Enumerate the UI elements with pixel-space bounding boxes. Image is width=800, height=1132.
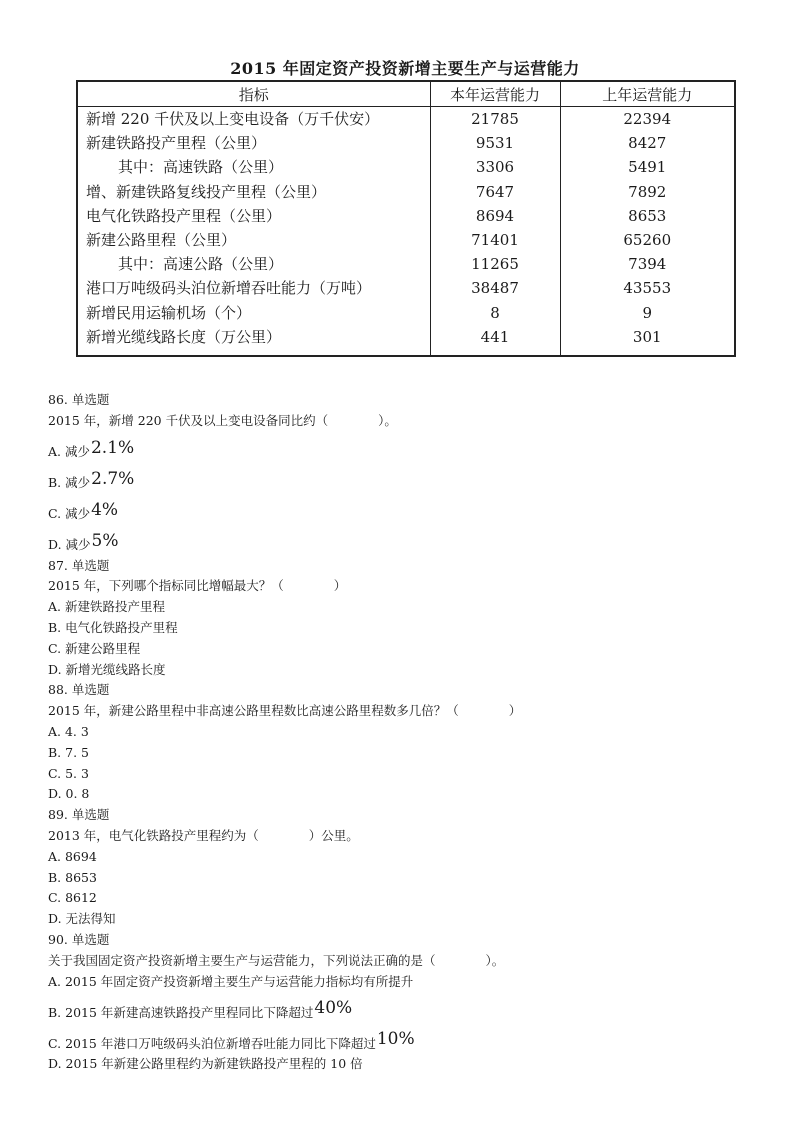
row-current-value: 8694 — [430, 204, 560, 228]
question-block — [48, 680, 768, 805]
row-previous-value: 8427 — [628, 134, 667, 153]
answer-option[interactable] — [48, 784, 768, 805]
table-row — [77, 180, 735, 204]
row-previous-value: 9 — [642, 303, 653, 322]
row-label: 其中：高速公路（公里） — [77, 252, 430, 276]
row-current-value: 8 — [430, 301, 560, 325]
data-table — [76, 80, 736, 357]
answer-option[interactable] — [48, 847, 768, 868]
table-row — [77, 228, 735, 252]
option-text: B. 7. 5 — [48, 744, 89, 760]
row-label: 新增民用运输机场（个） — [77, 301, 430, 325]
answer-option[interactable] — [48, 743, 768, 764]
row-label: 增、新建铁路复线投产里程（公里） — [77, 180, 430, 204]
answer-option[interactable] — [48, 888, 768, 909]
row-label: 电气化铁路投产里程（公里） — [77, 204, 430, 228]
option-math-value: 2.7% — [91, 468, 135, 489]
option-text: D. 新增光缆线路长度 — [48, 661, 166, 677]
option-text: B. 8653 — [48, 869, 97, 885]
question-block — [48, 556, 768, 681]
answer-option[interactable] — [48, 463, 768, 494]
answer-option[interactable] — [48, 972, 768, 993]
answer-option[interactable] — [48, 992, 768, 1023]
row-label: 其中：高速铁路（公里） — [77, 155, 430, 179]
question-block — [48, 805, 768, 930]
table-header-row — [77, 81, 735, 107]
question-block — [48, 930, 768, 1075]
option-text: C. 8612 — [48, 890, 97, 906]
row-label: 新增光缆线路长度（万公里） — [77, 325, 430, 356]
option-text: C. 减少 — [48, 505, 91, 521]
answer-option[interactable] — [48, 660, 768, 681]
option-text: C. 新建公路里程 — [48, 640, 141, 656]
row-current-value: 3306 — [430, 155, 560, 179]
row-previous-value: 43553 — [623, 279, 672, 298]
column-header-current: 本年运营能力 — [430, 81, 560, 107]
row-previous-value: 301 — [632, 327, 662, 346]
answer-option[interactable] — [48, 764, 768, 785]
option-text: D. 2015 年新建公路里程约为新建铁路投产里程的 10 倍 — [48, 1056, 363, 1072]
column-header-previous: 上年运营能力 — [560, 81, 735, 107]
row-current-value: 441 — [430, 325, 560, 356]
option-text: D. 0. 8 — [48, 786, 90, 802]
data-table-section — [76, 58, 734, 357]
row-previous-value: 7892 — [628, 182, 667, 201]
option-text: D. 减少 — [48, 536, 91, 552]
option-text: D. 无法得知 — [48, 911, 116, 927]
table-row — [77, 301, 735, 325]
row-current-value: 7647 — [430, 180, 560, 204]
question-stem: 2015 年，新建公路里程中非高速公路里程数比高速公路里程数多几倍？（ ） — [48, 703, 522, 719]
option-text: B. 减少 — [48, 474, 91, 490]
table-row — [77, 204, 735, 228]
option-math-value: 2.1% — [90, 437, 135, 458]
answer-option[interactable] — [48, 639, 768, 660]
question-stem: 2015 年，下列哪个指标同比增幅最大？（ ） — [48, 578, 347, 594]
row-current-value: 9531 — [430, 131, 560, 155]
option-text: C. 2015 年港口万吨级码头泊位新增吞吐能力同比下降超过 — [48, 1035, 376, 1051]
answer-option[interactable] — [48, 618, 768, 639]
table-row — [77, 276, 735, 300]
question-block — [48, 390, 768, 556]
table-row — [77, 107, 735, 132]
column-header-indicator: 指标 — [77, 81, 430, 107]
question-stem: 2015 年，新增 220 千伏及以上变电设备同比约（ ）。 — [48, 412, 397, 428]
row-previous-value: 65260 — [623, 231, 672, 250]
row-previous-value: 8653 — [628, 206, 667, 225]
option-text: A. 2015 年固定资产投资新增主要生产与运营能力指标均有所提升 — [48, 973, 414, 989]
option-text: B. 电气化铁路投产里程 — [48, 619, 178, 635]
option-math-value: 10% — [376, 1029, 415, 1050]
row-current-value: 21785 — [430, 107, 560, 132]
row-label: 新增 220 千伏及以上变电设备（万千伏安） — [77, 107, 430, 132]
row-previous-value: 7394 — [628, 255, 667, 274]
question-number: 88. 单选题 — [48, 682, 110, 698]
question-number: 86. 单选题 — [48, 392, 110, 407]
answer-option[interactable] — [48, 597, 768, 618]
answer-option[interactable] — [48, 868, 768, 889]
table-title: 2015 年固定资产投资新增主要生产与运营能力 — [230, 59, 580, 78]
table-row — [77, 131, 735, 155]
option-text: B. 2015 年新建高速铁路投产里程同比下降超过 — [48, 1004, 314, 1020]
row-label: 新建铁路投产里程（公里） — [77, 131, 430, 155]
question-list — [48, 390, 768, 1075]
row-previous-value: 22394 — [623, 110, 672, 129]
table-row — [77, 252, 735, 276]
option-text: A. 新建铁路投产里程 — [48, 599, 165, 615]
answer-option[interactable] — [48, 432, 768, 463]
question-number: 90. 单选题 — [48, 931, 110, 947]
row-label: 港口万吨级码头泊位新增吞吐能力（万吨） — [77, 276, 430, 300]
row-label: 新建公路里程（公里） — [77, 228, 430, 252]
row-current-value: 38487 — [430, 276, 560, 300]
question-stem: 关于我国固定资产投资新增主要生产与运营能力，下列说法正确的是（ ）。 — [48, 952, 505, 968]
option-math-value: 5% — [91, 530, 119, 551]
answer-option[interactable] — [48, 525, 768, 556]
answer-option[interactable] — [48, 494, 768, 525]
option-text: A. 减少 — [48, 443, 90, 459]
question-number: 87. 单选题 — [48, 557, 110, 573]
option-text: A. 8694 — [48, 848, 97, 864]
option-math-value: 4% — [91, 499, 119, 520]
table-row — [77, 155, 735, 179]
answer-option[interactable] — [48, 1023, 768, 1054]
row-current-value: 71401 — [430, 228, 560, 252]
answer-option[interactable] — [48, 909, 768, 930]
option-text: C. 5. 3 — [48, 765, 89, 781]
question-number: 89. 单选题 — [48, 807, 110, 823]
row-current-value: 11265 — [430, 252, 560, 276]
option-math-value: 40% — [314, 998, 353, 1019]
table-body — [77, 107, 735, 356]
answer-option[interactable] — [48, 1054, 768, 1075]
question-stem: 2013 年，电气化铁路投产里程约为（ ）公里。 — [48, 827, 359, 843]
row-previous-value: 5491 — [628, 158, 667, 177]
option-text: A. 4. 3 — [48, 723, 89, 739]
answer-option[interactable] — [48, 722, 768, 743]
table-row — [77, 325, 735, 356]
